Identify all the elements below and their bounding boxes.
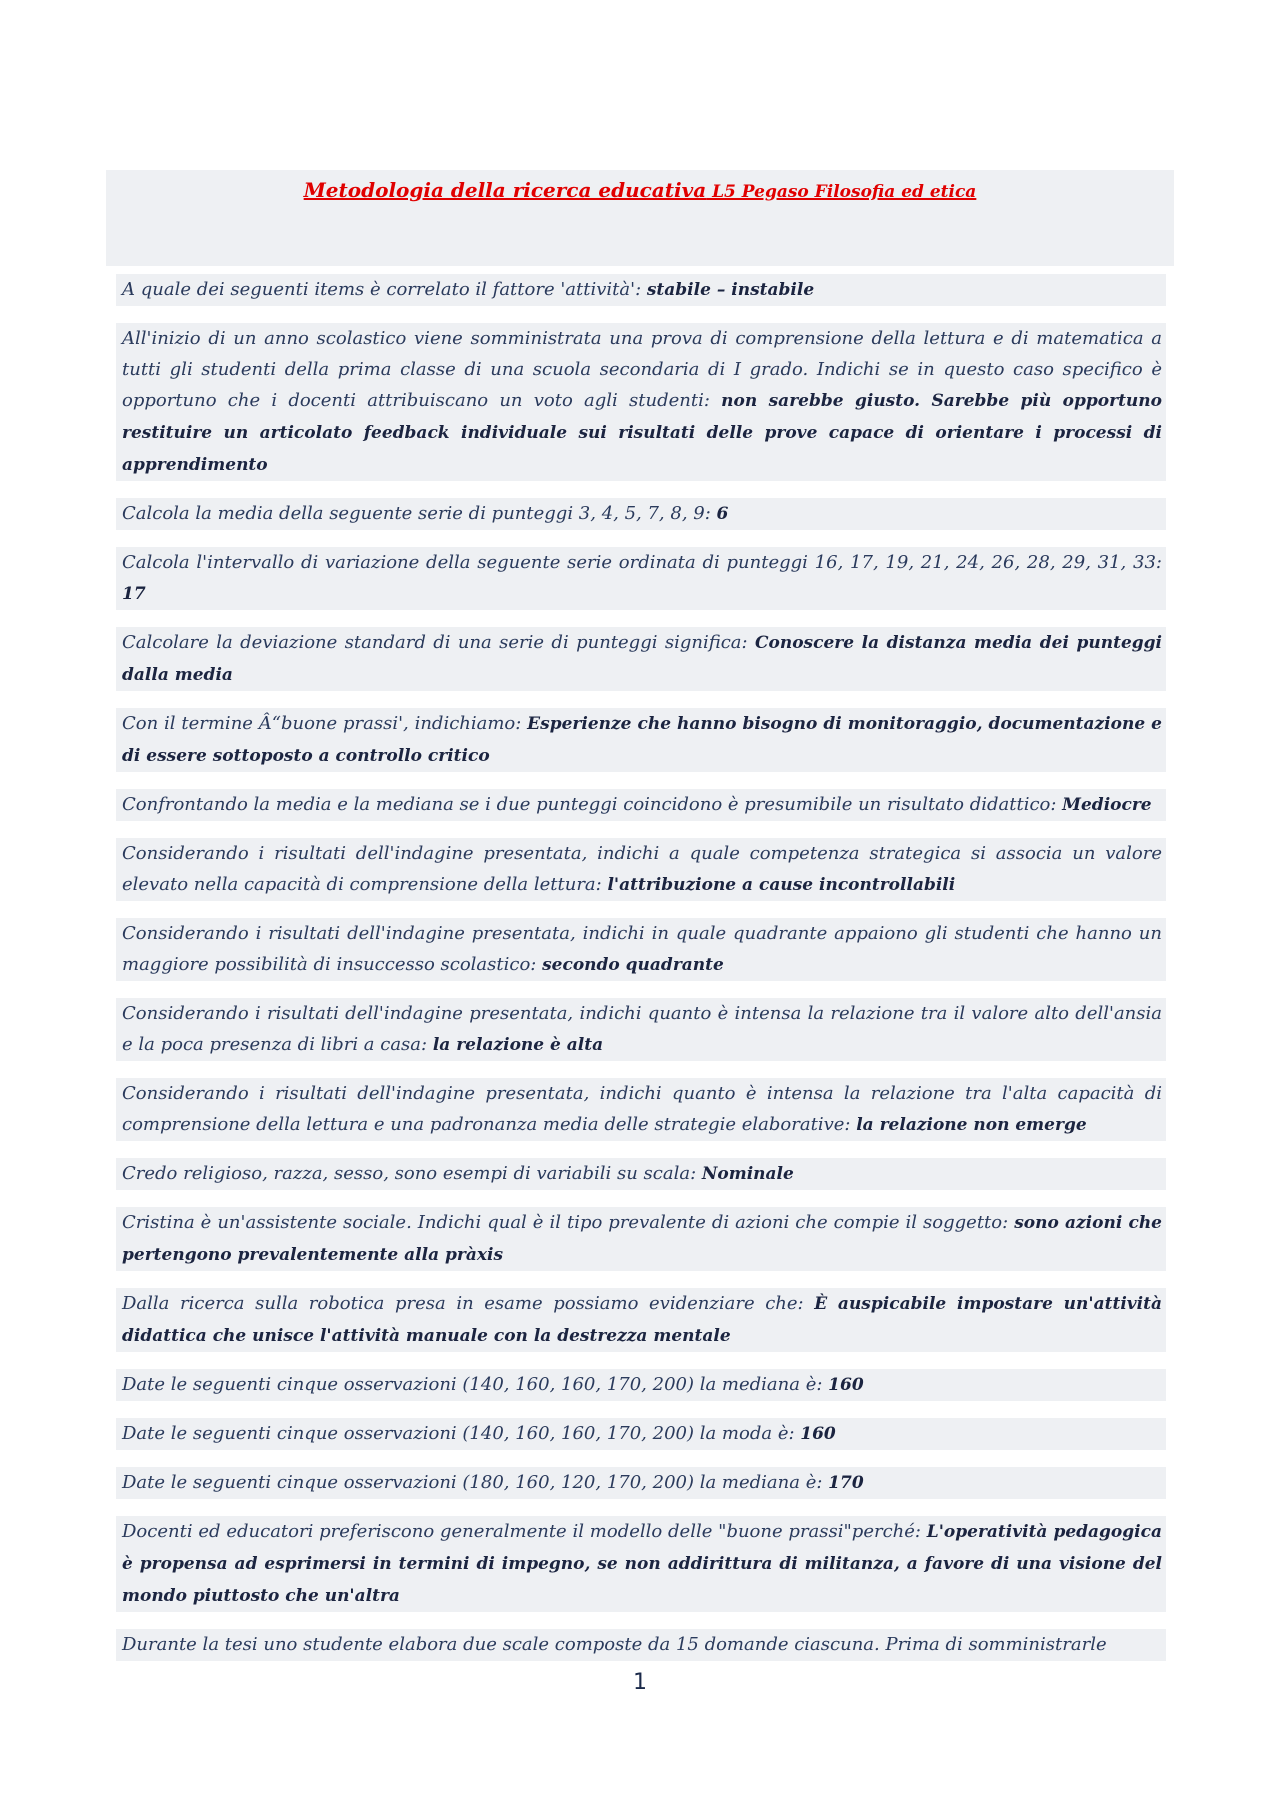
answer-text: stabile – instabile: [646, 280, 815, 300]
question-text: Considerando i risultati dell'indagine presentata, indichi quanto è intensa la relazione tra l'alta capacità di comprensione della lettura e una padronanza media delle strategie elaborative:: [122, 1083, 1162, 1135]
answer-text: Conoscere la distanza media dei punteggi dalla media: [122, 633, 1162, 685]
qa-item: [116, 627, 1166, 691]
answer-text: secondo quadrante: [542, 955, 724, 975]
answer-text: sono azioni che pertengono prevalentemente alla pràxis: [122, 1213, 1162, 1265]
answer-text: la relazione non emerge: [856, 1115, 1087, 1135]
answer-text: la relazione è alta: [432, 1035, 604, 1055]
qa-item: [116, 838, 1166, 901]
qa-list: [116, 274, 1166, 1678]
question-text: Confrontando la media e la mediana se i due punteggi coincidono è presumibile un risultato didattico:: [122, 794, 1063, 815]
qa-item: [116, 1158, 1166, 1190]
qa-item: [116, 1516, 1166, 1612]
qa-item: [116, 789, 1166, 821]
question-text: Considerando i risultati dell'indagine presentata, indichi in quale quadrante appaiono gli studenti che hanno un maggiore possibilità di insuccesso scolastico:: [122, 923, 1162, 975]
answer-text: Mediocre: [1062, 795, 1152, 815]
question-text: Durante la tesi uno studente elabora due scale composte da 15 domande ciascuna. Prima di somministrarle: [122, 1634, 1107, 1655]
question-text: Calcolare la deviazione standard di una serie di punteggi significa:: [122, 632, 755, 653]
question-text: Credo religioso, razza, sesso, sono esempi di variabili su scala:: [122, 1163, 702, 1184]
question-text: Con il termine Â“buone prassi', indichiamo:: [122, 713, 528, 734]
question-text: Calcola l'intervallo di variazione della seguente serie ordinata di punteggi 16, 17, 19, 21, 24, 26, 28, 29, 31, 33:: [122, 552, 1162, 573]
answer-text: 17: [122, 584, 146, 604]
qa-item: [116, 1418, 1166, 1450]
question-text: Cristina è un'assistente sociale. Indichi qual è il tipo prevalente di azioni che compie il soggetto:: [122, 1212, 1015, 1233]
answer-text: Esperienze che hanno bisogno di monitoraggio, documentazione e di essere sottoposto a controllo critico: [122, 714, 1162, 766]
qa-item: [116, 708, 1166, 772]
question-text: Date le seguenti cinque osservazioni (180, 160, 120, 170, 200) la mediana è:: [122, 1472, 829, 1493]
qa-item: [116, 918, 1166, 981]
question-text: Considerando i risultati dell'indagine presentata, indichi quanto è intensa la relazione tra il valore alto dell'ansia e la poca presenza di libri a casa:: [122, 1003, 1162, 1055]
answer-text: Nominale: [701, 1164, 794, 1184]
question-text: All'inizio di un anno scolastico viene somministrata una prova di comprensione della lettura e di matematica a tutti gli studenti della prima classe di una scuola secondaria di I grado. Indichi se in questo caso specifico è opportuno che i docenti attribuiscano un voto agli studenti:: [122, 328, 1162, 411]
question-text: Docenti ed educatori preferiscono generalmente il modello delle "buone prassi"perché:: [122, 1521, 927, 1542]
qa-item: [116, 998, 1166, 1061]
qa-item: [116, 1078, 1166, 1141]
title-box: [106, 170, 1174, 266]
question-text: Considerando i risultati dell'indagine presentata, indichi a quale competenza strategica si associa un valore elevato nella capacità di comprensione della lettura:: [122, 843, 1162, 895]
qa-item: [116, 1369, 1166, 1401]
answer-text: 160: [828, 1375, 864, 1395]
qa-item: [116, 323, 1166, 481]
qa-item: [116, 1288, 1166, 1352]
answer-text: L'operatività pedagogica è propensa ad esprimersi in termini di impegno, se non addirittura di militanza, a favore di una visione del mondo piuttosto che un'altra: [122, 1522, 1162, 1606]
qa-item: [116, 1629, 1166, 1661]
answer-text: È auspicabile impostare un'attività didattica che unisce l'attività manuale con la destrezza mentale: [122, 1294, 1162, 1346]
qa-item: [116, 547, 1166, 610]
qa-item: [116, 274, 1166, 306]
title-sub: L5 Pegaso Filosofia ed etica: [706, 182, 977, 202]
answer-text: non sarebbe giusto. Sarebbe più opportuno restituire un articolato feedback individuale sui risultati delle prove capace di orientare i processi di apprendimento: [122, 391, 1162, 475]
question-text: Date le seguenti cinque osservazioni (140, 160, 160, 170, 200) la moda è:: [122, 1423, 801, 1444]
answer-text: l'attribuzione a cause incontrollabili: [607, 875, 956, 895]
question-text: A quale dei seguenti items è correlato il fattore 'attività':: [122, 279, 647, 300]
question-text: Date le seguenti cinque osservazioni (140, 160, 160, 170, 200) la mediana è:: [122, 1374, 829, 1395]
answer-text: 6: [716, 504, 729, 524]
qa-item: [116, 1467, 1166, 1499]
answer-text: 170: [828, 1473, 864, 1493]
question-text: Dalla ricerca sulla robotica presa in esame possiamo evidenziare che:: [122, 1293, 815, 1314]
qa-item: [116, 1207, 1166, 1271]
answer-text: 160: [800, 1424, 836, 1444]
qa-item: [116, 498, 1166, 530]
page-number: 1: [633, 1670, 647, 1695]
title-main: Metodologia della ricerca educativa: [303, 178, 707, 202]
question-text: Calcola la media della seguente serie di punteggi 3, 4, 5, 7, 8, 9:: [122, 503, 717, 524]
document-title: [304, 174, 977, 208]
